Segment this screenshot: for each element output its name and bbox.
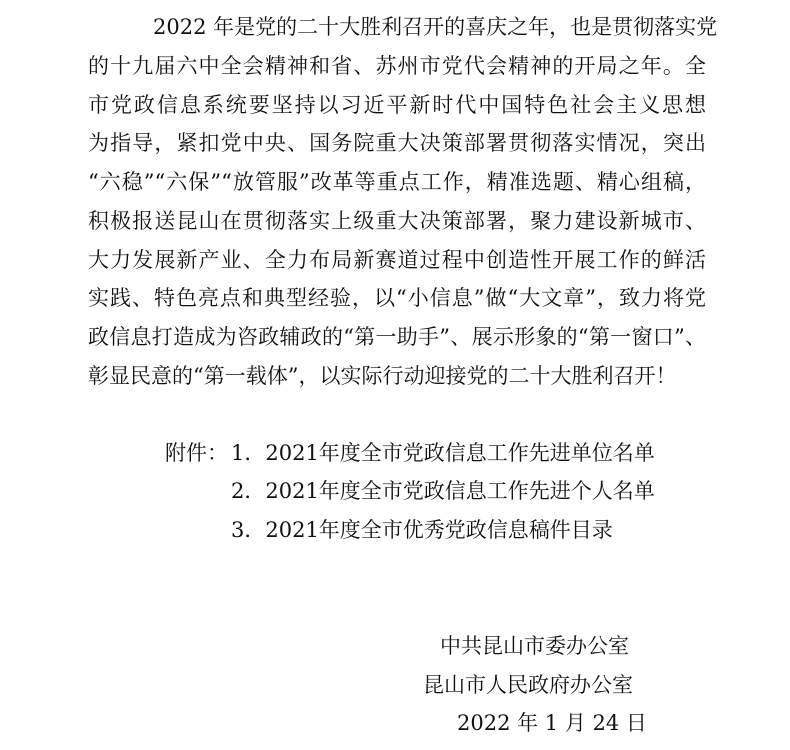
- paragraph-line: “六稳”“六保”“放管服”改革等重点工作，精准选题、精心组稿，: [88, 170, 706, 194]
- attachment-item: 3．2021年度全市优秀党政信息稿件目录: [231, 518, 613, 542]
- paragraph-line: 政信息打造成为咨政辅政的“第一助手”、展示形象的“第一窗口”、: [88, 325, 706, 349]
- paragraph-line: 为指导，紧扣党中央、国务院重大决策部署贯彻落实情况，突出: [88, 131, 706, 155]
- paragraph-line: 彰显民意的“第一载体”，以实际行动迎接党的二十大胜利召开！: [88, 364, 677, 388]
- paragraph-line: 大力发展新产业、全力布局新赛道过程中创造性开展工作的鲜活: [88, 248, 706, 272]
- signature-org-party: 中共昆山市委办公室: [440, 634, 629, 658]
- paragraph-line: 的十九届六中全会精神和省、苏州市党代会精神的开局之年。全: [88, 54, 706, 78]
- paragraph-line: 实践、特色亮点和典型经验，以“小信息”做“大文章”，致力将党: [88, 286, 706, 310]
- attachment-item: 2．2021年度全市党政信息工作先进个人名单: [231, 479, 655, 503]
- paragraph-line: 2022 年是党的二十大胜利召开的喜庆之年，也是贯彻落实党: [153, 15, 718, 39]
- signature-date: 2022 年 1 月 24 日: [457, 711, 647, 735]
- paragraph-line: 积极报送昆山在贯彻落实上级重大决策部署，聚力建设新城市、: [88, 209, 706, 233]
- paragraph-line: 市党政信息系统要坚持以习近平新时代中国特色社会主义思想: [88, 93, 706, 117]
- attachments-label: 附件：: [165, 441, 228, 465]
- attachment-item: 1．2021年度全市党政信息工作先进单位名单: [231, 441, 655, 465]
- signature-org-government: 昆山市人民政府办公室: [423, 673, 633, 697]
